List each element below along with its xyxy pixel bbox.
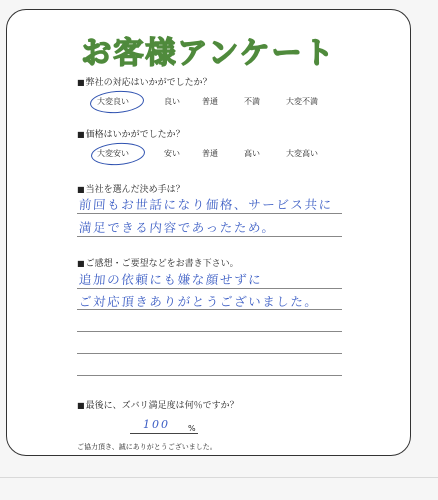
bullet-square: ■ (77, 401, 85, 410)
answer-decision-line-2: 満足できる内容であったため。 (78, 220, 277, 235)
option-price-very-cheap[interactable]: 大変安い (97, 149, 129, 158)
question-feedback-label: ご感想・ご要望などをお書き下さい。 (85, 259, 239, 269)
satisfaction-underline (130, 433, 198, 434)
option-service-good[interactable]: 良い (164, 97, 180, 106)
option-price-expensive[interactable]: 高い (244, 149, 260, 158)
option-price-normal[interactable]: 普通 (202, 149, 218, 158)
answer-line (77, 309, 342, 310)
question-satisfaction (77, 398, 239, 411)
satisfaction-unit: % (188, 424, 196, 433)
answer-line (77, 236, 342, 237)
question-service-label: 弊社の対応はいかがでしたか？ (85, 78, 212, 88)
option-price-very-expensive[interactable]: 大変高い (286, 149, 318, 158)
thanks-message: ご協力頂き、誠にありがとうございました。 (77, 443, 217, 451)
answer-decision-line-1: 前回もお世話になり価格、サービス共に (78, 197, 334, 212)
bullet-square: ■ (77, 185, 85, 194)
option-price-cheap[interactable]: 安い (164, 149, 180, 158)
answer-feedback-line-1: 追加の依頼にも嫌な顔せずに (78, 272, 263, 287)
bullet-square: ■ (77, 130, 85, 139)
option-service-very-good[interactable]: 大変良い (97, 97, 129, 106)
option-service-dissatisfied[interactable]: 不満 (244, 97, 260, 106)
question-decision-label: 当社を選んだ決め手は？ (85, 185, 185, 195)
question-price-label: 価格はいかがでしたか？ (85, 130, 185, 140)
satisfaction-value: 100 (143, 418, 170, 431)
option-service-normal[interactable]: 普通 (202, 97, 218, 106)
answer-line (77, 331, 342, 332)
answer-line (77, 288, 342, 289)
question-price (77, 127, 185, 140)
answer-feedback-line-2: ご対応頂きありがとうございました。 (78, 294, 320, 309)
question-feedback (77, 256, 239, 269)
answer-line (77, 375, 342, 376)
option-service-very-dissatisfied[interactable]: 大変不満 (286, 97, 318, 106)
answer-line (77, 353, 342, 354)
footer-divider (0, 477, 438, 478)
question-satisfaction-label: 最後に、ズバリ満足度は何％ですか？ (85, 401, 239, 411)
answer-line (77, 213, 342, 214)
survey-title: お客様アンケート (81, 36, 336, 71)
bullet-square: ■ (77, 259, 85, 268)
question-service (77, 75, 212, 88)
question-decision (77, 182, 185, 195)
bullet-square: ■ (77, 78, 85, 87)
